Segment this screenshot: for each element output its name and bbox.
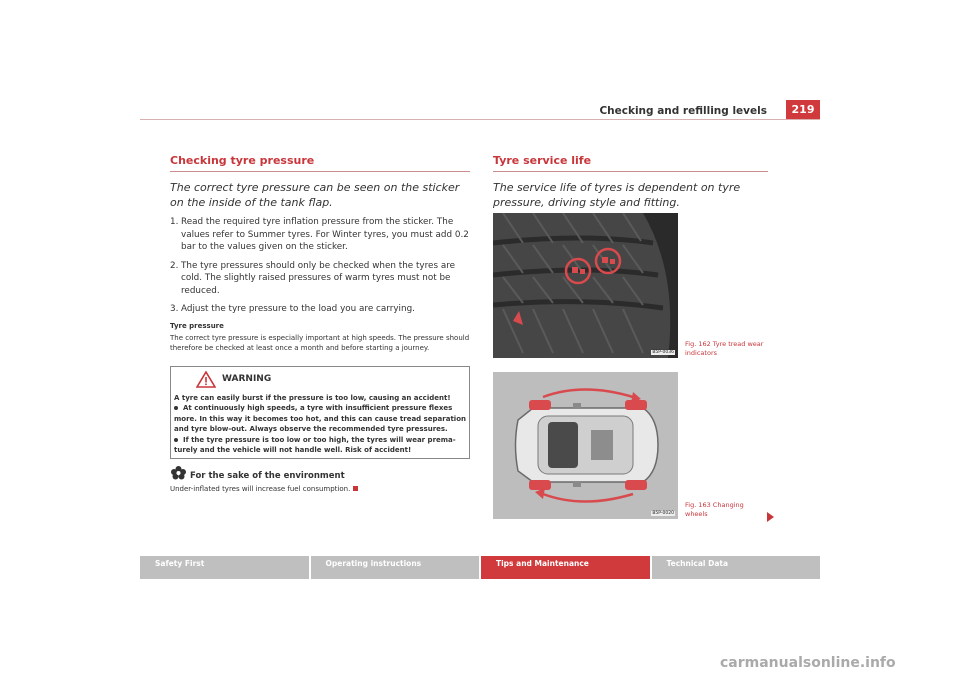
warning-body	[174, 393, 466, 456]
section-title-tyre-service-life: Tyre service life	[493, 154, 768, 172]
list-item	[170, 260, 470, 298]
environment-text-line	[170, 485, 470, 493]
warning-title: WARNING	[222, 374, 272, 384]
tyre-tread-illustration	[493, 213, 678, 358]
next-page-arrow-icon[interactable]	[767, 512, 774, 522]
step-number: 1.	[170, 217, 179, 227]
step-number: 2.	[170, 260, 179, 271]
warning-bullet	[174, 435, 466, 456]
tab-tips-and-maintenance[interactable]: Tips and Maintenance	[481, 556, 650, 579]
end-marker-icon	[353, 486, 358, 491]
warning-box	[170, 366, 470, 459]
step-number: 3.	[170, 304, 179, 314]
footer-nav	[140, 556, 820, 579]
figure-code: B5P-0020	[652, 511, 674, 516]
tab-technical-data[interactable]: Technical Data	[652, 556, 821, 579]
warning-bullet-text: If the tyre pressure is too low or too high, the tyres will wear prema-turely and the vehicle will not handle well. Risk of accident!	[174, 435, 456, 454]
tyre-pressure-text: The correct tyre pressure is especially important at high speeds. The pressure should therefore be checked at least once a month and before starting a journey.	[170, 333, 470, 352]
warning-line: A tyre can easily burst if the pressure is too low, causing an accident!	[174, 393, 451, 402]
figure-code: B5P-0036	[652, 350, 674, 355]
warning-triangle-icon	[196, 371, 216, 388]
step-text: Read the required tyre inflation pressure from the sticker. The values refer to Summer tyres. For Winter tyres, you must add 0.2 bar to the values given on the sticker.	[181, 217, 469, 252]
figure-changing-wheels	[493, 372, 678, 519]
tab-safety-first[interactable]: Safety First	[140, 556, 309, 579]
section-intro: The correct tyre pressure can be seen on the sticker on the inside of the tank flap.	[170, 181, 460, 209]
bullet-icon	[174, 438, 178, 442]
step-text: The tyre pressures should only be checked when the tyres are cold. The slightly raised pressures of warm tyres must not be reduced.	[181, 260, 456, 296]
list-item	[170, 216, 470, 254]
header-rule	[140, 119, 820, 120]
step-text: Adjust the tyre pressure to the load you are carrying.	[181, 304, 415, 314]
steps-list	[170, 216, 470, 316]
left-column	[170, 154, 470, 493]
section-title-tyre-pressure: Checking tyre pressure	[170, 154, 470, 172]
environment-flower-icon	[170, 465, 187, 481]
warning-bullet-text: At continuously high speeds, a tyre with insufficient pressure flexes more. In this way it becomes too hot, and this can cause tread separation and tyre blow-out. Always observe the recommended tyre pressures.	[174, 404, 466, 433]
warning-bullet	[174, 403, 466, 435]
right-column	[493, 154, 768, 210]
environment-title: For the sake of the environment	[190, 470, 345, 481]
figure-tyre-tread	[493, 213, 678, 358]
bullet-icon	[174, 406, 178, 410]
section-intro: The service life of tyres is dependent on tyre pressure, driving style and fitting.	[493, 181, 741, 209]
list-item	[170, 303, 470, 316]
figure-caption-162: Fig. 162 Tyre tread wear indicators	[685, 340, 764, 357]
page-number: 219	[786, 100, 820, 120]
car-top-view-illustration	[493, 372, 678, 519]
watermark: carmanualsonline.info	[720, 655, 896, 671]
warning-header	[196, 371, 466, 388]
running-header-title: Checking and refilling levels	[599, 105, 767, 117]
figure-caption-163: Fig. 163 Changing wheels	[685, 501, 744, 518]
environment-note	[170, 465, 470, 481]
tab-operating-instructions[interactable]: Operating instructions	[311, 556, 480, 579]
subheading-tyre-pressure: Tyre pressure	[170, 321, 224, 330]
environment-text: Under-inflated tyres will increase fuel consumption.	[170, 484, 351, 493]
